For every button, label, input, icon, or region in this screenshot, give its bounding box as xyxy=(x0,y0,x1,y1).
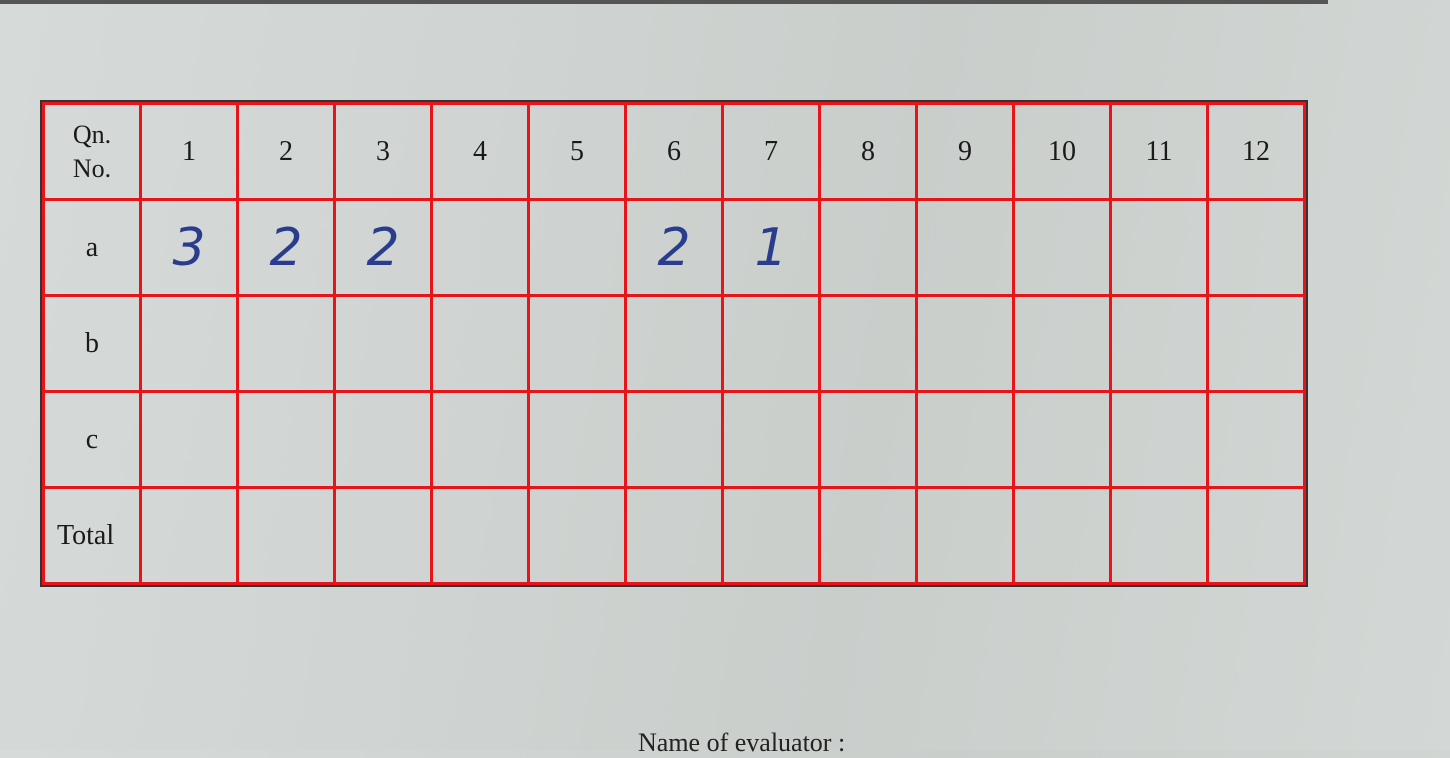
handwritten-mark: 2 xyxy=(366,217,400,278)
mark-cell[interactable] xyxy=(141,296,238,392)
mark-cell[interactable] xyxy=(723,392,820,488)
mark-cell[interactable] xyxy=(335,200,432,296)
mark-cell[interactable] xyxy=(141,200,238,296)
column-header: 4 xyxy=(432,104,529,200)
handwritten-mark: 3 xyxy=(172,217,206,278)
mark-cell[interactable] xyxy=(723,200,820,296)
mark-cell[interactable] xyxy=(1111,488,1208,584)
mark-cell[interactable] xyxy=(1111,296,1208,392)
mark-cell[interactable] xyxy=(238,392,335,488)
mark-cell[interactable] xyxy=(626,392,723,488)
mark-cell[interactable] xyxy=(820,488,917,584)
mark-cell[interactable] xyxy=(432,296,529,392)
column-header: 3 xyxy=(335,104,432,200)
mark-cell[interactable] xyxy=(1208,488,1305,584)
mark-cell[interactable] xyxy=(335,488,432,584)
row-label: Total xyxy=(44,488,141,584)
column-header: 1 xyxy=(141,104,238,200)
mark-cell[interactable] xyxy=(1208,200,1305,296)
top-rule xyxy=(0,0,1328,4)
mark-cell[interactable] xyxy=(1111,200,1208,296)
mark-cell[interactable] xyxy=(917,488,1014,584)
mark-cell[interactable] xyxy=(529,488,626,584)
mark-cell[interactable] xyxy=(1208,392,1305,488)
mark-cell[interactable] xyxy=(1111,392,1208,488)
mark-cell[interactable] xyxy=(626,296,723,392)
mark-cell[interactable] xyxy=(917,392,1014,488)
table-row xyxy=(44,200,1305,296)
table-row xyxy=(44,296,1305,392)
mark-cell[interactable] xyxy=(723,296,820,392)
mark-cell[interactable] xyxy=(238,488,335,584)
mark-cell[interactable] xyxy=(626,200,723,296)
handwritten-mark: 1 xyxy=(754,217,788,278)
column-header: 8 xyxy=(820,104,917,200)
mark-cell[interactable] xyxy=(1208,296,1305,392)
question-number-label: Qn. No. xyxy=(44,104,141,200)
column-header: 7 xyxy=(723,104,820,200)
mark-cell[interactable] xyxy=(238,200,335,296)
header-row xyxy=(44,104,1305,200)
mark-cell[interactable] xyxy=(335,296,432,392)
mark-cell[interactable] xyxy=(141,392,238,488)
marks-table xyxy=(42,102,1306,585)
mark-cell[interactable] xyxy=(1014,200,1111,296)
mark-cell[interactable] xyxy=(141,488,238,584)
mark-cell[interactable] xyxy=(820,296,917,392)
mark-cell[interactable] xyxy=(917,200,1014,296)
column-header: 12 xyxy=(1208,104,1305,200)
row-label: b xyxy=(44,296,141,392)
mark-cell[interactable] xyxy=(432,392,529,488)
table-row xyxy=(44,488,1305,584)
mark-cell[interactable] xyxy=(820,392,917,488)
mark-cell[interactable] xyxy=(432,488,529,584)
table-row xyxy=(44,392,1305,488)
evaluator-label: Name of evaluator : xyxy=(638,728,846,757)
mark-cell[interactable] xyxy=(1014,296,1111,392)
column-header: 6 xyxy=(626,104,723,200)
mark-cell[interactable] xyxy=(723,488,820,584)
mark-cell[interactable] xyxy=(626,488,723,584)
mark-cell[interactable] xyxy=(1014,392,1111,488)
mark-cell[interactable] xyxy=(1014,488,1111,584)
mark-cell[interactable] xyxy=(432,200,529,296)
mark-cell[interactable] xyxy=(820,200,917,296)
mark-cell[interactable] xyxy=(917,296,1014,392)
handwritten-mark: 2 xyxy=(657,217,691,278)
row-label: c xyxy=(44,392,141,488)
mark-cell[interactable] xyxy=(335,392,432,488)
column-header: 10 xyxy=(1014,104,1111,200)
handwritten-mark: 2 xyxy=(269,217,303,278)
column-header: 2 xyxy=(238,104,335,200)
mark-cell[interactable] xyxy=(529,296,626,392)
mark-cell[interactable] xyxy=(238,296,335,392)
row-label: a xyxy=(44,200,141,296)
column-header: 5 xyxy=(529,104,626,200)
column-header: 9 xyxy=(917,104,1014,200)
mark-cell[interactable] xyxy=(529,200,626,296)
mark-cell[interactable] xyxy=(529,392,626,488)
column-header: 11 xyxy=(1111,104,1208,200)
